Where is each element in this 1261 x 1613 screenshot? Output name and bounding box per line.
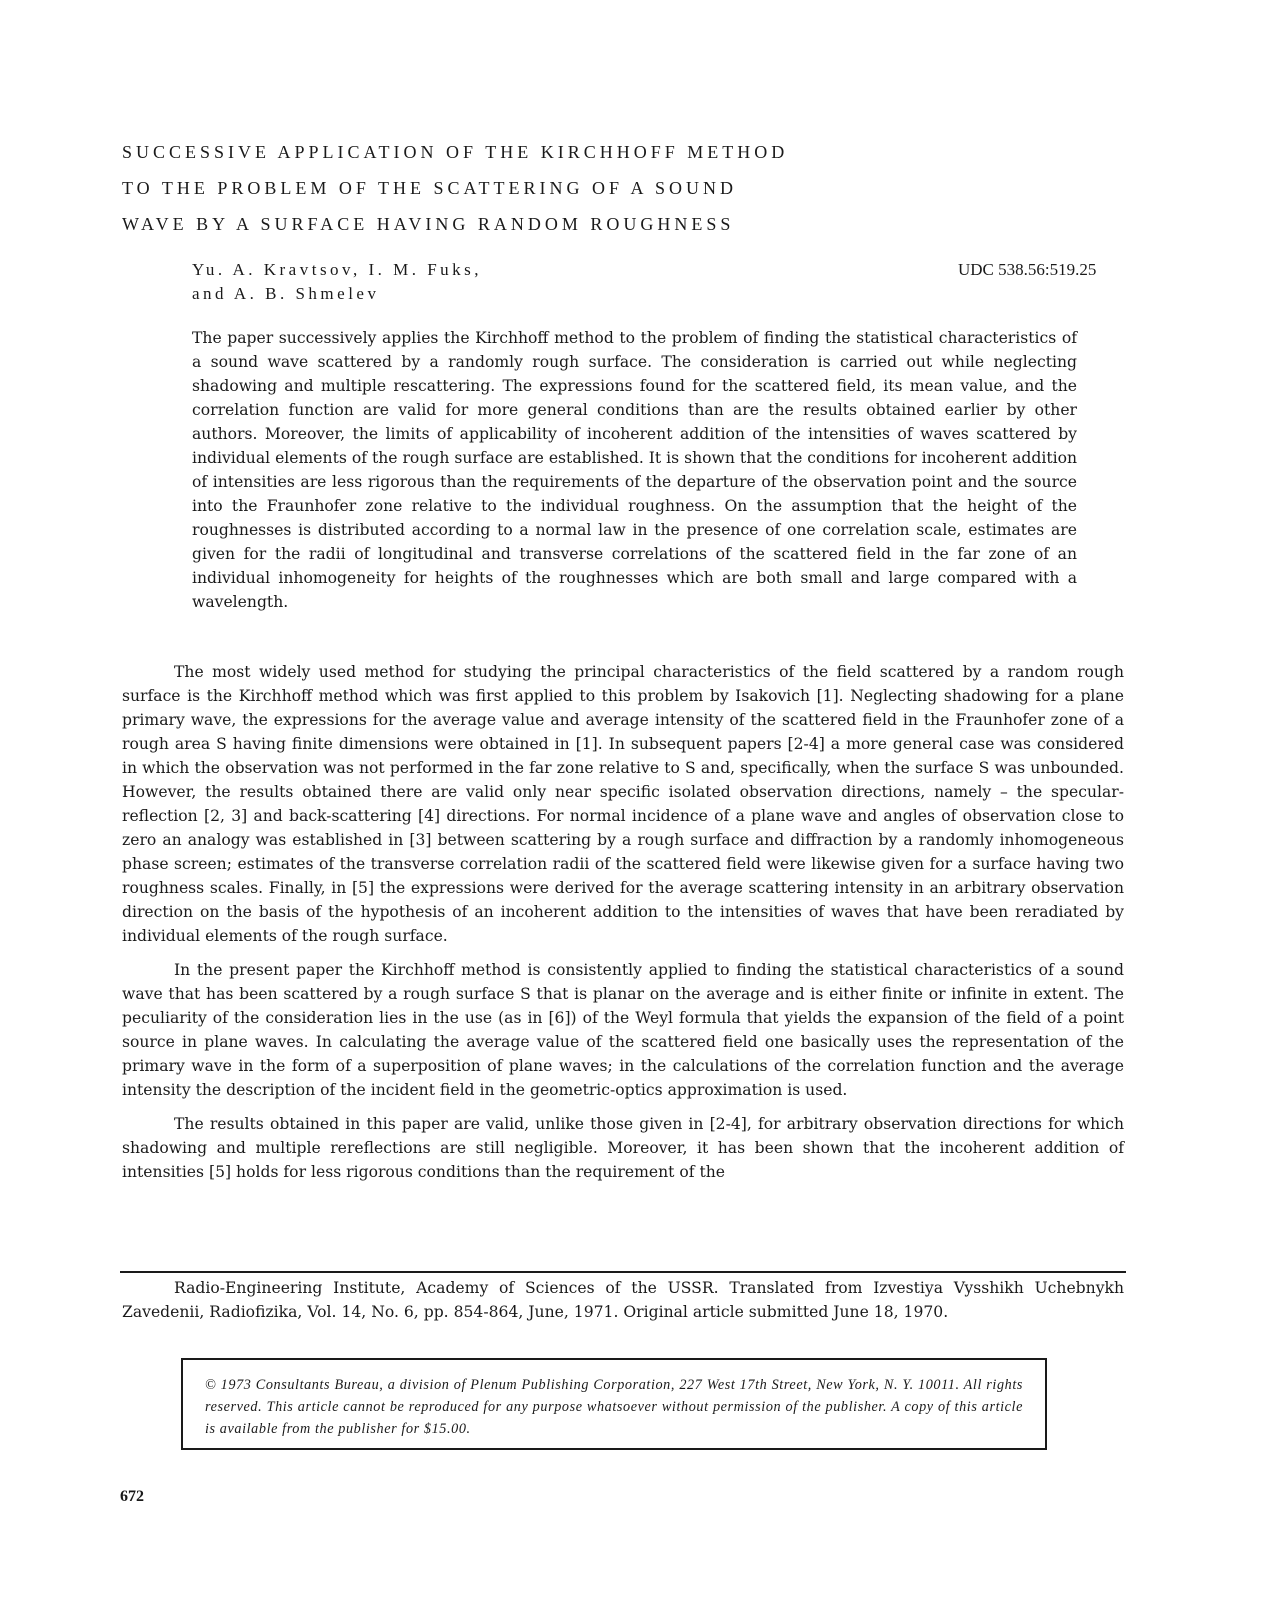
title-line-1: SUCCESSIVE APPLICATION OF THE KIRCHHOFF METHOD: [122, 142, 789, 162]
body-paragraph-3: The results obtained in this paper are valid, unlike those given in [2-4], for arbitrary observation directions for which shadowing and multiple rereflections are still negligible. Moreover, it has been shown that the incoherent addition of intensities [5] holds for less rigorous conditions than the requirement of the: [122, 1115, 1124, 1181]
article-title: [122, 134, 1022, 242]
authors-line-2: and A. B. Shmelev: [192, 284, 380, 303]
page-number: 672: [120, 1488, 144, 1505]
authors-line-1: Yu. A. Kravtsov, I. M. Fuks,: [192, 260, 483, 279]
copyright-notice: © 1973 Consultants Bureau, a division of Plenum Publishing Corporation, 227 West 17th Street, New York, N. Y. 10011. All rights reserved. This article cannot be reproduced for any purpose whatsoever without permission of the publisher. A copy of this article is available from the publisher for $15.00.: [181, 1358, 1047, 1450]
udc-code: UDC 538.56:519.25: [958, 260, 1097, 279]
body-text: [122, 660, 1124, 1194]
footnote: Radio-Engineering Institute, Academy of Sciences of the USSR. Translated from Izvestiya Vysshikh Uchebnykh Zavedenii, Radiofizika, Vol. 14, No. 6, pp. 854-864, June, 1971. Original article submitted June 18, 1970.: [122, 1279, 1124, 1321]
abstract: The paper successively applies the Kirchhoff method to the problem of finding the statistical characteristics of a sound wave scattered by a randomly rough surface. The consideration is carried out while neglecting shadowing and multiple rescattering. The expressions found for the scattered field, its mean value, and the correlation function are valid for more general conditions than are the results obtained earlier by other authors. Moreover, the limits of applicability of incoherent addition of the intensities of waves scattered by individual elements of the rough surface are established. It is shown that the conditions for incoherent addition of intensities are less rigorous than the requirements of the departure of the observation point and the source into the Fraunhofer zone relative to the individual roughness. On the assumption that the height of the roughnesses is distributed according to a normal law in the presence of one correlation scale, estimates are given for the radii of longitudinal and transverse correlations of the scattered field in the far zone of an individual inhomogeneity for heights of the roughnesses which are both small and large compared with a wavelength.: [192, 329, 1077, 611]
author-list: [192, 258, 482, 306]
body-paragraph-2: In the present paper the Kirchhoff method is consistently applied to finding the statistical characteristics of a sound wave that has been scattered by a rough surface S that is planar on the average and is either finite or infinite in extent. The peculiarity of the consideration lies in the use (as in [6]) of the Weyl formula that yields the expansion of the field of a point source in plane waves. In calculating the average value of the scattered field one basically uses the representation of the primary wave in the form of a superposition of plane waves; in the calculations of the correlation function and the average intensity the description of the incident field in the geometric-optics approximation is used.: [122, 961, 1124, 1099]
title-line-3: WAVE BY A SURFACE HAVING RANDOM ROUGHNESS: [122, 214, 735, 234]
footnote-divider: [120, 1271, 1126, 1273]
title-line-2: TO THE PROBLEM OF THE SCATTERING OF A SOUND: [122, 178, 738, 198]
body-paragraph-1: The most widely used method for studying the principal characteristics of the field scattered by a random rough surface is the Kirchhoff method which was first applied to this problem by Isakovich [1]. Neglecting shadowing for a plane primary wave, the expressions for the average value and average intensity of the scattered field in the Fraunhofer zone of a rough area S having finite dimensions were obtained in [1]. In subsequent papers [2-4] a more general case was considered in which the observation was not performed in the far zone relative to S and, specifically, when the surface S was unbounded. However, the results obtained there are valid only near specific isolated observation directions, namely – the specular-reflection [2, 3] and back-scattering [4] directions. For normal incidence of a plane wave and angles of observation close to zero an analogy was established in [3] between scattering by a rough surface and diffraction by a randomly inhomogeneous phase screen; estimates of the transverse correlation radii of the scattered field were likewise given for a surface having two roughness scales. Finally, in [5] the expressions were derived for the average scattering intensity in an arbitrary observation direction on the basis of the hypothesis of an incoherent addition to the intensities of waves that have been reradiated by individual elements of the rough surface.: [122, 663, 1124, 945]
